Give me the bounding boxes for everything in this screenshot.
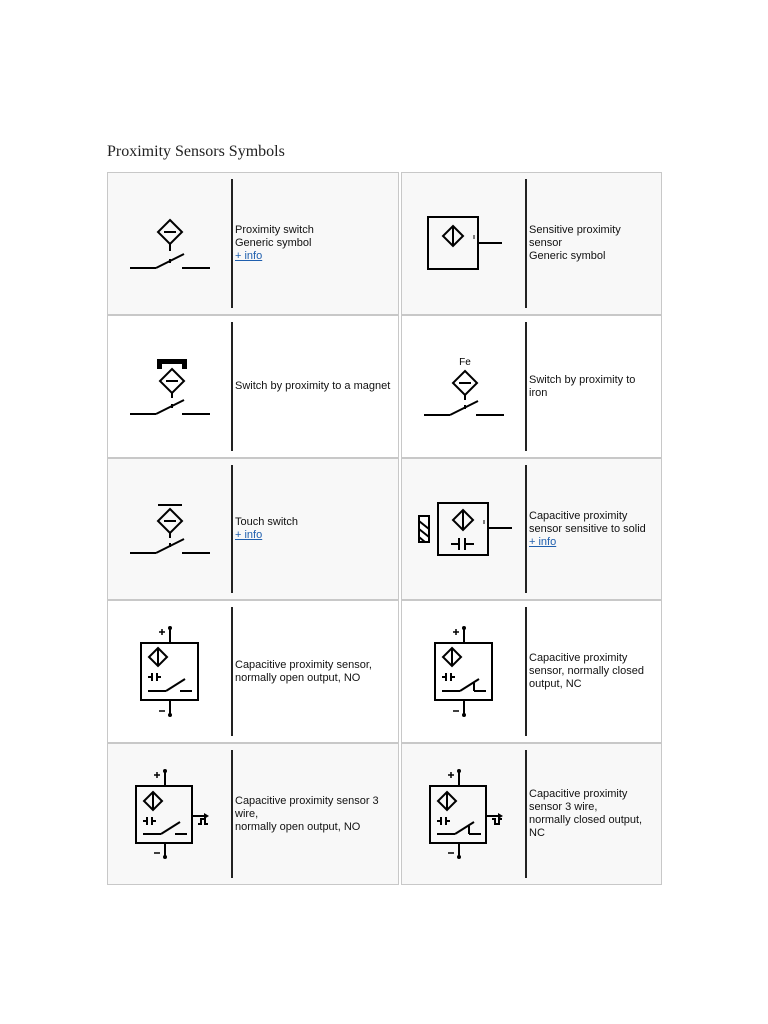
divider [525,750,527,878]
desc-line: sensor, normally closed [529,665,644,677]
cell-description [529,316,659,457]
capacitive-solid-sensor-icon [402,459,526,599]
desc-line: sensor 3 wire, [529,801,598,813]
table-row [107,458,662,600]
table-cell [401,172,662,315]
table-cell [401,600,662,743]
symbol-label: Fe [459,357,471,368]
cell-description [235,459,396,599]
capacitive-3wire-nc-sensor-icon [402,744,526,884]
cell-description [235,601,396,742]
desc-line: Capacitive proximity sensor, [235,658,372,671]
touch-switch-icon [108,459,232,599]
divider [525,179,527,308]
table-row [107,743,662,885]
cell-description [529,601,659,742]
desc-line: normally closed output, [529,814,643,826]
desc-line: normally open output, NO [235,671,361,684]
table-cell [107,172,399,315]
sensitive-proximity-sensor-icon [402,173,526,314]
table-cell [401,743,662,885]
divider [525,322,527,451]
cell-description [529,744,659,884]
desc-line: Proximity switch [235,224,314,236]
table-cell [401,315,662,458]
desc-line: NC [529,827,545,839]
desc-line: Capacitive proximity sensor 3 [235,794,379,807]
capacitive-no-sensor-icon [108,601,232,742]
table-cell [107,600,399,743]
desc-line: Generic symbol [529,250,606,262]
table-row [107,600,662,743]
divider [231,179,233,308]
cell-description [235,316,396,457]
info-link[interactable]: + info [235,529,263,541]
desc-line: wire, [235,807,259,820]
cell-description [235,173,396,314]
info-link[interactable]: + info [529,535,557,548]
divider [231,607,233,736]
table-cell [401,458,662,600]
desc-line: Switch by proximity to [529,373,636,386]
desc-line: iron [529,386,548,399]
symbols-table [107,172,662,885]
divider [231,465,233,593]
cell-description [235,744,396,884]
cell-description [529,173,659,314]
cell-description [529,459,659,599]
desc-line: Switch by proximity to a magnet [235,380,391,392]
divider [231,750,233,878]
proximity-switch-icon [108,173,232,314]
table-row [107,172,662,315]
capacitive-3wire-no-sensor-icon [108,744,232,884]
desc-line: Capacitive proximity [529,652,628,664]
divider [525,607,527,736]
divider [231,322,233,451]
capacitive-nc-sensor-icon [402,601,526,742]
info-link[interactable]: + info [235,250,263,262]
desc-line: sensor sensitive to solid [529,522,646,535]
divider [525,465,527,593]
desc-line: Sensitive proximity [529,224,621,236]
magnet-proximity-switch-icon [108,316,232,457]
desc-line: output, NC [529,678,582,690]
desc-line: normally open output, NO [235,820,361,833]
desc-line: Touch switch [235,516,298,528]
iron-proximity-switch-icon [402,316,526,457]
table-cell [107,743,399,885]
desc-line: Capacitive proximity [529,788,628,800]
page-title: Proximity Sensors Symbols [107,143,285,160]
desc-line: Generic symbol [235,237,312,249]
desc-line: sensor [529,237,563,249]
desc-line: Capacitive proximity [529,509,628,522]
table-row [107,315,662,458]
table-cell [107,315,399,458]
table-cell [107,458,399,600]
